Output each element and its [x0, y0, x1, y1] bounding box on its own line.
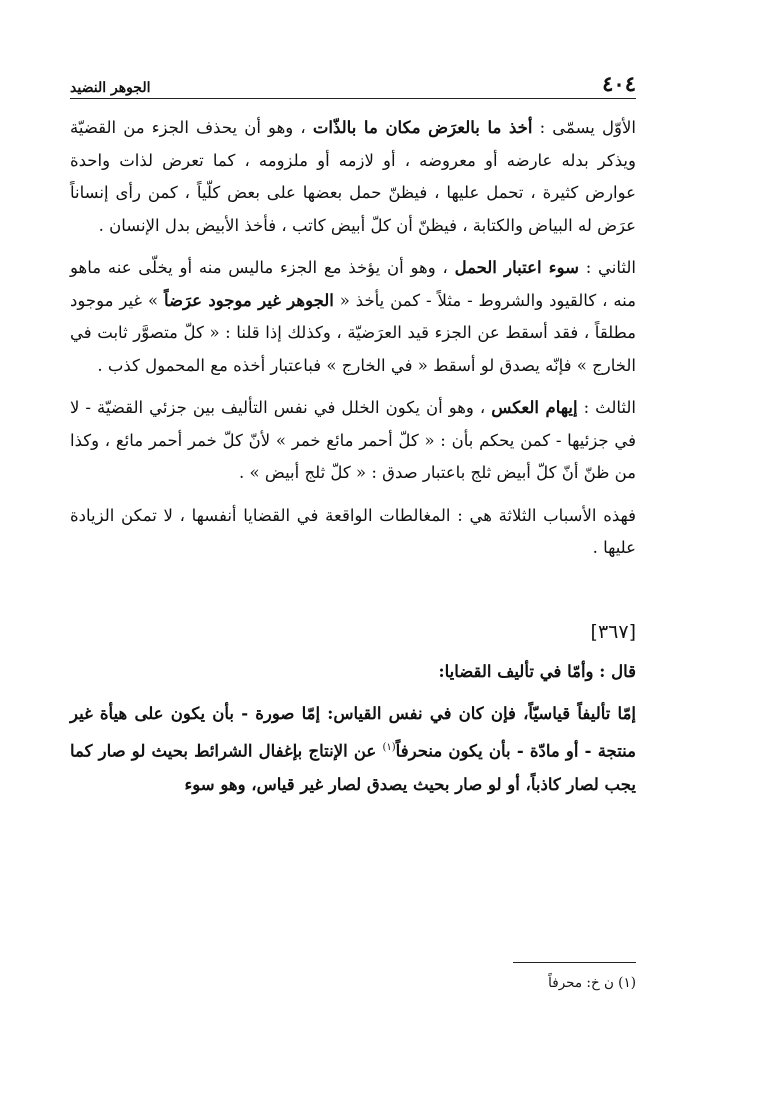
paragraph-term: أخذ ما بالعرَض مكان ما بالذّات: [312, 118, 533, 137]
section-spacer: [70, 575, 636, 615]
page-number: ٤٠٤: [602, 71, 636, 96]
quote-part-one: إمّا تأليفاً قياسيّاً، فإن كان في نفس القياس: إمّا صورة - بأن يكون على هيأة غير منتجة - أو مادّة - بأن يكون منحرفاً: [70, 703, 636, 760]
section-number: [٣٦٧]: [590, 620, 636, 643]
main-text: [70, 112, 636, 802]
paragraph-first: [70, 112, 636, 242]
header-divider: [70, 98, 636, 99]
paragraph-body: فهذه الأسباب الثلاثة هي : المغالطات الواقعة في القضايا أنفسها ، لا تمكن الزيادة عليها .: [70, 505, 636, 557]
paragraph-term: سوء اعتبار الحمل: [454, 258, 579, 277]
paragraph-term: إيهام العكس: [491, 398, 578, 417]
paragraph-lead: الأوّل يسمّى :: [532, 118, 636, 137]
paragraph-lead: الثالث :: [577, 398, 636, 417]
quote-part-two: عن الإنتاج بإغفال الشرائط بحيث لو صار كما يجب لصار كاذباً، أو لو صار بحيث يصدق لصار غير قياس، وهو سوء: [70, 741, 636, 794]
paragraph-conclusion: [70, 500, 636, 565]
footnote: (١) ن خ: محرفاً: [548, 975, 636, 991]
qala-label: قال: [611, 661, 636, 681]
running-title: الجوهر النضيد: [70, 80, 151, 96]
page-header: [70, 66, 636, 96]
paragraph-lead: الثاني :: [578, 258, 636, 277]
paragraph-third: [70, 392, 636, 490]
paragraph-body-continued: » غير موجود مطلقاً ، فقد أسقط عن الجزء قيد العرَضيّة ، وكذلك إذا قلنا : « كلّ متصوَّر ثابت في الخارج » فإنّه يصدق لو أسقط « في الخارج » فباعتبار أخذه مع المحمول كذب .: [70, 290, 636, 375]
quote-text: [70, 697, 636, 803]
paragraph-body: ، وهو أن يؤخذ مع الجزء ماليس منه أو يخلّى عنه ماهو منه ، كالقيود والشروط - مثلاً - كمن يأخذ «: [70, 258, 636, 310]
paragraph-body: ، وهو أن يكون الخلل في نفس التأليف بين جزئي القضيّة - لا في جزئيها - كمن يحكم بأن : « كلّ أحمر مائع خمر » لأنّ كلّ خمر أحمر مائع ، وكذا من ظنّ أنّ كلّ أبيض ثلج باعتبار صدق : « كلّ ثلج أبيض » .: [70, 398, 636, 482]
quote-heading: [70, 655, 636, 689]
footnote-marker: (١): [382, 741, 396, 753]
paragraph-second: [70, 252, 636, 382]
qala-text: : وأمّا في تأليف القضايا:: [438, 661, 612, 681]
paragraph-example: الجوهر غير موجود عرَضاً: [163, 290, 334, 310]
paragraph-body: ، وهو أن يحذف الجزء من القضيّة ويذكر بدله عارضه أو معروضه ، أو لازمه أو ملزومه ، كما تعرض لذات واحدة عوارض كثيرة ، تحمل عليها ، فيظنّ حمل بعضها على بعض كلّياً ، كمن رأى إنساناً عرَض له البياض والكتابة ، فيظنّ أن كلّ أبيض كاتب ، فأخذ الأبيض بدل الإنسان .: [70, 118, 636, 235]
footnote-divider: [513, 962, 636, 963]
